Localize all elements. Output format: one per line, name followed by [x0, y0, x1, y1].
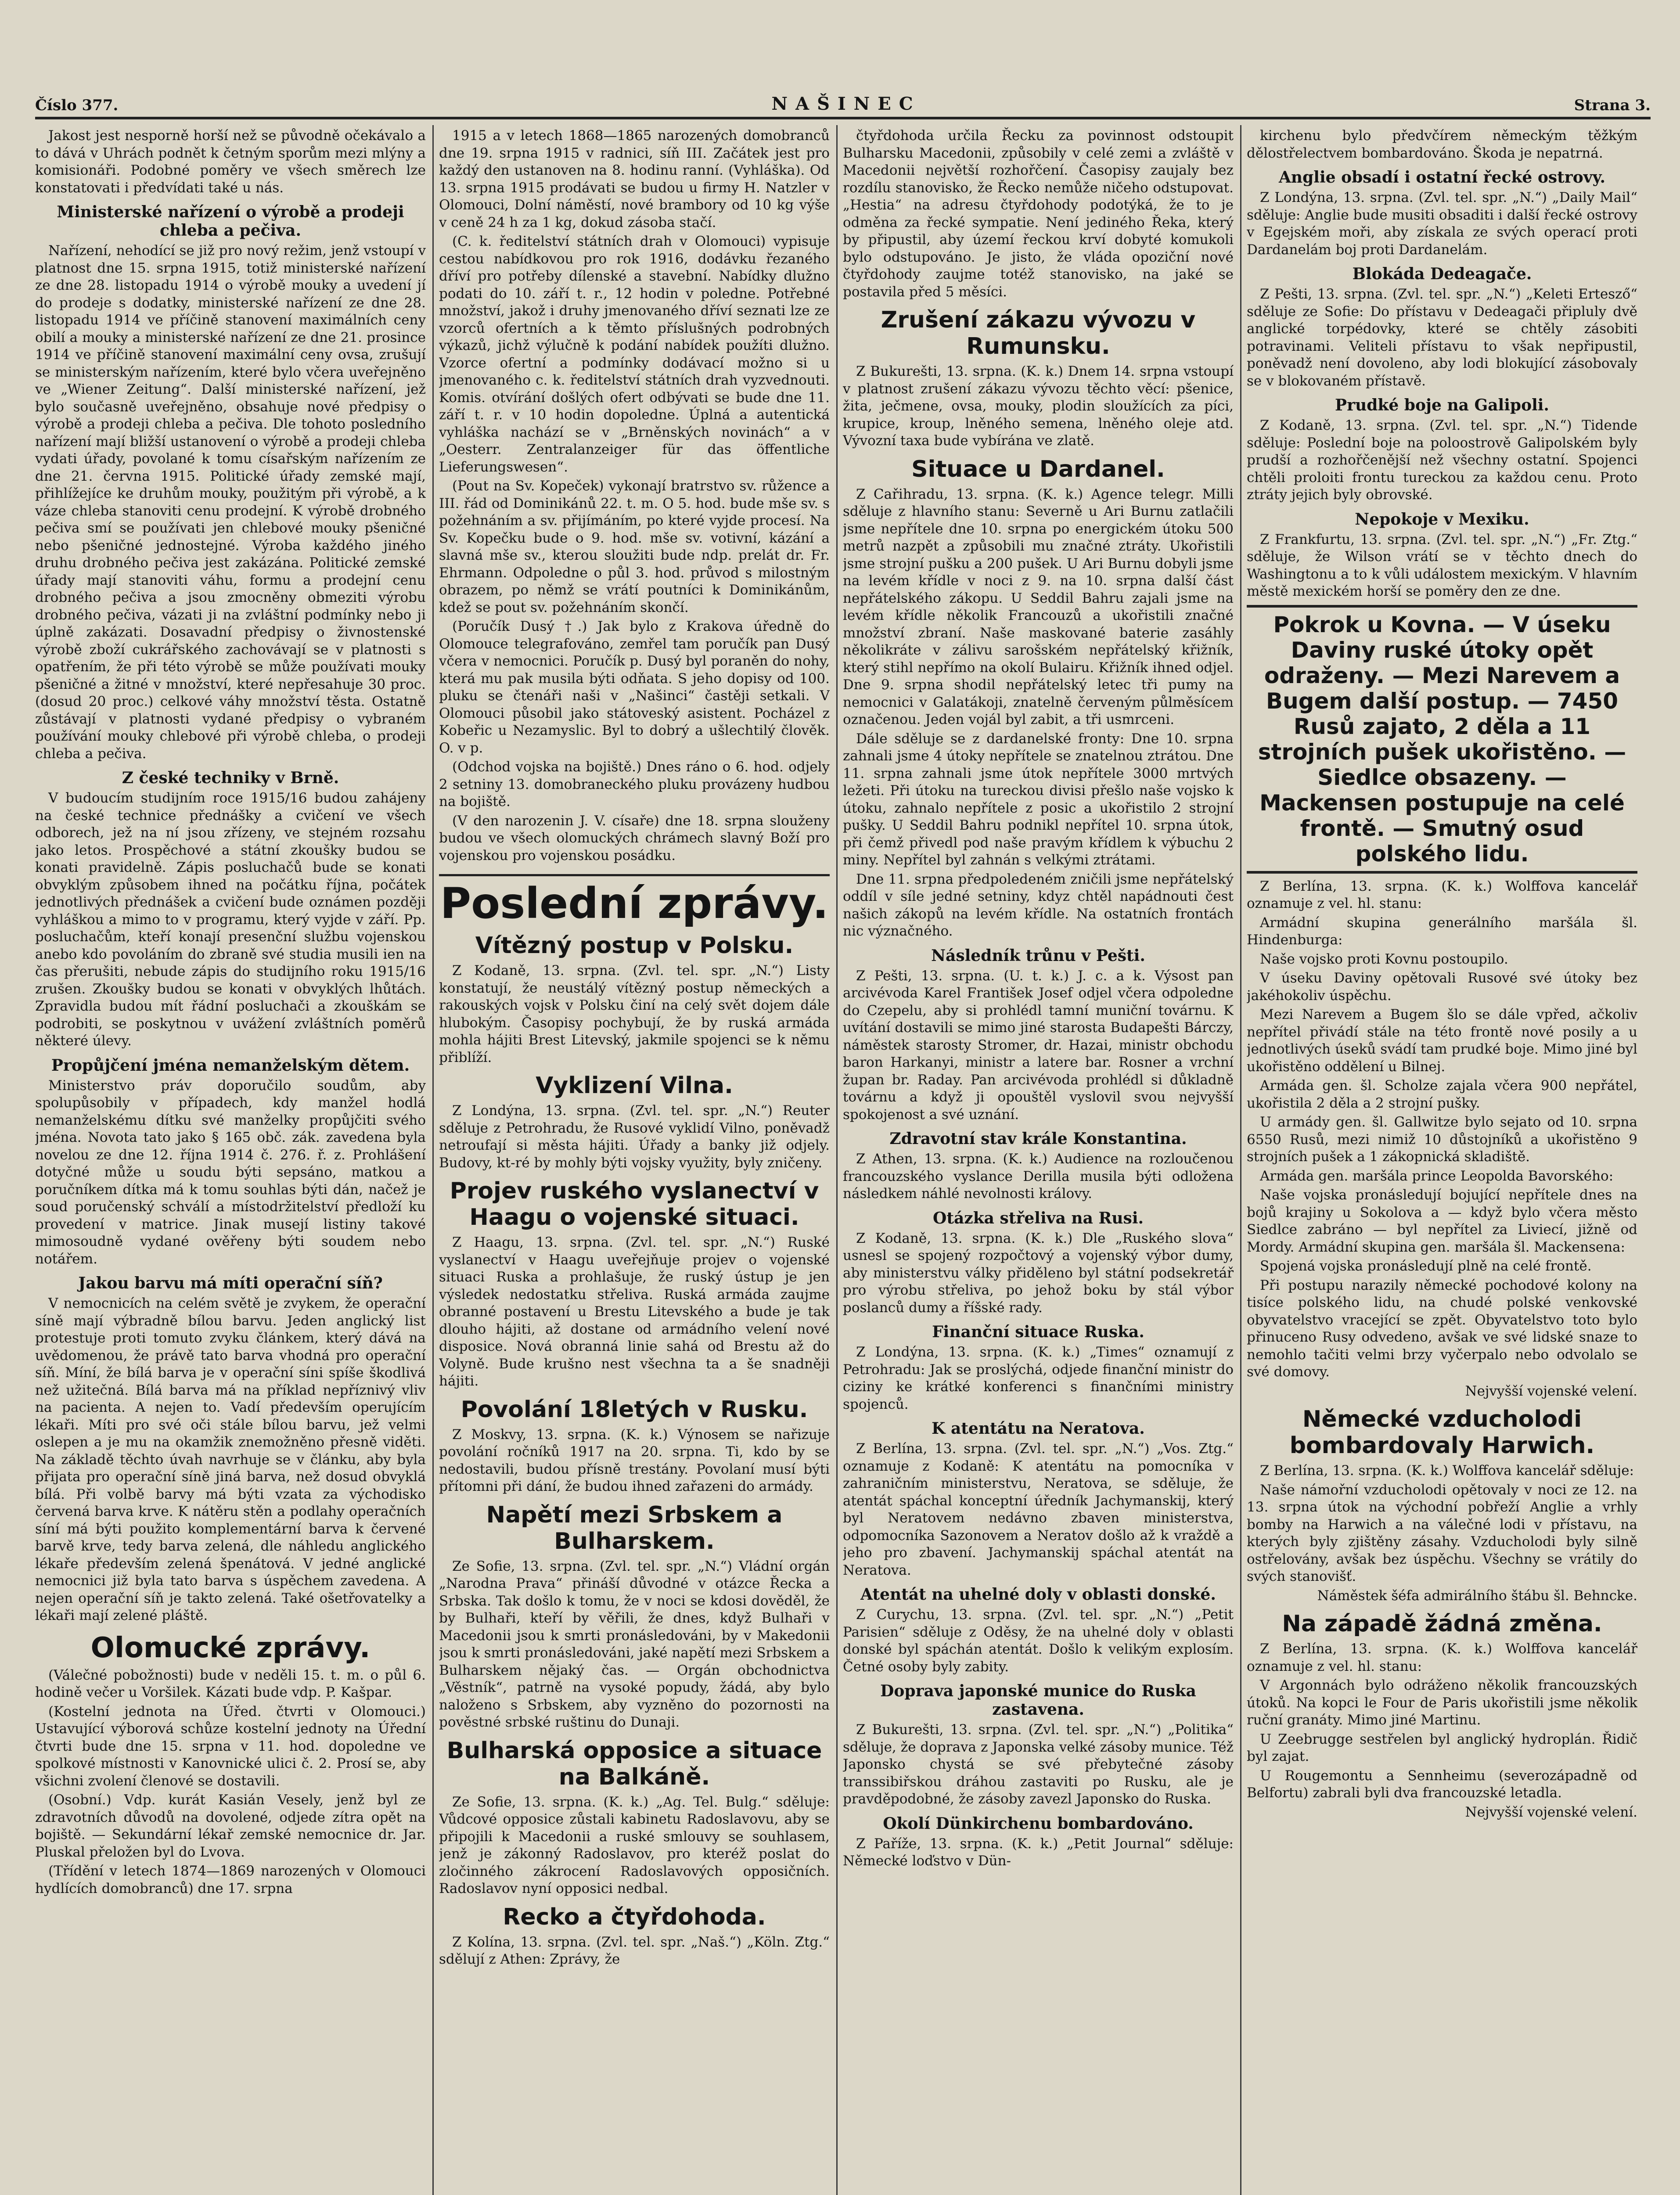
article-paragraph: Armádní skupina generálního maršála šl. Hindenburga:: [1247, 914, 1637, 948]
article-paragraph: Ministerstvo práv doporučilo soudům, aby spolupůsobily v případech, kdy manžel hodlá nemanželskému dítku své manželky propůjčiti svého jména. Novota tato jako § 165 obč. zák. zavedena byla novelou ze dne 12. října 1914 č. 276. ř. z. Prohlášení dotyčné může u soudu býti sepsáno, matkou a poručníkem dítka má k tomu souhlas býti dán, načež je soud poručenský schválí a místodržitelství předloží ku provedení v matrice. Jinak musejí listiny takové mimosoudně vydané ověřeny býti soudem nebo notářem.: [35, 1077, 426, 1267]
article-headline: Napětí mezi Srbskem a Bulharskem.: [486, 1501, 783, 1554]
article-headline: Zdravotní stav krále Konstantina.: [889, 1130, 1187, 1148]
article-paragraph: Jakost jest nesporně horší než se původně očekávalo a to dává v Uhrách podnět k četným sporům mezi mlýny a komisionáři. Podobné poměry ve všech směrech lze konstatovati i předvídati také u nás.: [35, 128, 426, 196]
article-paragraph: Armáda gen. maršála prince Leopolda Bavorského:: [1260, 1168, 1614, 1184]
headline-box: [1247, 605, 1637, 874]
article-paragraph: (Třídění v letech 1874—1869 narozených v Olomouci hydlících domobranců) dne 17. srpna: [35, 1863, 426, 1896]
article-paragraph: (Válečné pobožnosti) bude v neděli 15. t. m. o půl 6. hodině večer u Voršilek. Kázati bude vdp. P. Kašpar.: [35, 1667, 426, 1700]
column-1: [35, 127, 426, 1899]
article-headline: Bulharská opposice a situace na Balkáně.: [446, 1737, 822, 1790]
column-3: [843, 127, 1234, 1872]
article-headline: Následník trůnu v Pešti.: [931, 946, 1145, 965]
article-paragraph: Z Cařihradu, 13. srpna. (K. k.) Agence telegr. Milli sděluje z hlavního stanu: Severně u Ari Burnu zatlačili jsme nepřítele dne 10. srpna po energickém útoku 500 metrů nazpět a způsobili mu značné ztráty. Ukořistili jsme strojní pušku a 200 pušek. U Ari Burnu dobyli jsme na levém křídle v noci z 9. na 10. srpna další část nepřátelského zákopu. U Seddil Bahru zajali jsme na levém křídle několik Francouzů a ukořistili značné množství zbraní. Naše maskované baterie zasáhly několikráte v zálivu sarošském nepřátelský křižník, který stihl nepřímo na okolí Bulairu. Křižník ihned odjel. Dne 9. srpna shodil nepřátelský letec tři pumy na nemocnici v Galatákoji, znatelně červeným půlměsícem označenou. Jeden vojál byl zabit, a tři usmrceni.: [843, 486, 1234, 727]
article-headline: Situace u Dardanel.: [911, 456, 1165, 482]
article-paragraph: Z Kodaně, 13. srpna. (Zvl. tel. spr. „N.“) Listy konstatují, že neustálý vítězný postup německých a rakouských vojsk v Polsku činí na celý svět dojem dále hlubokým. Časopisy pochybují, že by ruská armáda mohla hájiti Brest Litevský, jakmile spojenci se k němu přiblíží.: [439, 963, 830, 1065]
article-paragraph: Z Kolína, 13. srpna. (Zvl. tel. spr. „Naš.“) „Köln. Ztg.“ sdělují z Athen: Zprávy, že: [439, 1934, 830, 1967]
article-paragraph: V budoucím studijním roce 1915/16 budou zahájeny na české technice přednášky a cvičení ve všech odborech, jež na ní jsou zřízeny, ve stejném rozsahu jako letos. Prospěchové a státní zkoušky budou se konati pravidelně. Zápis posluchačů bude se konati obvyklým způsobem ihned na počátku října, počátek jednotlivých přednášek a cvičení bude oznámen později vyhláškou a mimo to v programu, který vyjde v září. Pp. posluchačům, kteří konají presenční službu vojenskou anebo kdo povoláním do zbraně své studia musili ien na čas přerušiti, nebude zápis do studijního roku 1915/16 zrušen. Zkoušky budou se konati v obvyklých lhůtách. Zpravidla budou mít řádní posluchači a zkouškám se podrobiti, se poskytnou v uvážení zvláštních poměrů některé úlevy.: [35, 790, 426, 1049]
article-headline: Na západě žádná změna.: [1282, 1611, 1602, 1637]
issue-number: Číslo 377.: [35, 97, 119, 114]
article-headline: Vítězný postup v Polsku.: [475, 932, 794, 959]
headline-box-text: Pokrok u Kovna. — V úseku Daviny ruské útoky opět odraženy. — Mezi Narevem a Bugem další postup. — 7450 Rusů zajato, 2 děla a 11 strojních pušek ukořistěno. — Siedlce obsazeny. — Mackensen postupuje na celé frontě. — Smutný osud polského lidu.: [1258, 612, 1626, 867]
article-paragraph: Naše vojska pronásledují bojující nepřítele dnes na bojů krajiny u Sokolova a — když bylo včera město Siedlce zabráno — byl nepřítel za Liviecí, jižně od Mordy. Armádní skupina gen. maršála šl. Mackensena:: [1247, 1187, 1637, 1255]
article-paragraph: (C. k. ředitelství státních drah v Olomouci) vypisuje cestou nabídkovou pro rok 1916, dodávku řezaného dříví pro potřeby dílenské a stavební. Nabídky dlužno podati do 10. září t. r., 12 hodin v poledne. Potřebné množství, jakož i druhy jmenovaného dříví seznati lze ze vzorců ofertních a k těmto příslušných podrobných výkazů, jichž výlučně k podání nabídek použíti dlužno. Vzorce ofertní a podmínky dodávací možno si u jmenovaného c. k. ředitelství státních drah vyzvednouti. Komis. otvírání došlých ofert odbývati se bude dne 11. září t. r. v 10 hodin dopoledne. Úplná a autentická vyhláška nachází se v „Brněnských novinách“ a v „Oesterr. Zentralanzeiger für das öffentliche Lieferungswesen“.: [439, 234, 830, 475]
article-headline: Projev ruského vyslanectví v Haagu o vojenské situaci.: [450, 1178, 819, 1231]
article-paragraph: V úseku Daviny opětovali Rusové své útoky bez jakéhokoliv úspěchu.: [1247, 970, 1637, 1004]
article-headline: Atentát na uhelné doly v oblasti donské.: [860, 1585, 1216, 1604]
article-paragraph: Z Kodaně, 13. srpna. (Zvl. tel. spr. „N.“) Tidende sděluje: Poslední boje na poloostrově Galipolském byly prudší a rozhořčenější než všechny ostatní. Spojenci chtěli proloiti frontu tureckou za každou cenu. Proto ztráty jejich byly obrovské.: [1247, 417, 1637, 503]
article-paragraph: Spojená vojska pronásledují plně na celé frontě.: [1260, 1258, 1592, 1274]
column-2: [439, 127, 830, 1970]
article-headline: K atentátu na Neratova.: [932, 1419, 1145, 1438]
article-paragraph: Z Londýna, 13. srpna. (Zvl. tel. spr. „N.“) „Daily Mail“ sděluje: Anglie bude musiti obsaditi i další řecké ostrovy v Egejském moři, aby získala ze svých operací proti Dardanelám boj proti Dardanelám.: [1247, 190, 1637, 258]
article-paragraph: Z Pešti, 13. srpna. (U. t. k.) J. c. a k. Výsost pan arcivévoda Karel František Josef odjel včera odpoledne do Czepelu, aby si prohlédl tamní muniční továrnu. K uvítání dostavili se mimo jiné starosta Budapešti Bárczy, náměstek starosty Stromer, dr. Hazai, ministr obchodu baron Harkanyi, ministr a latere bar. Rosner a vrchní župan br. Raday. Pan arcivévoda prohlédl si důkladně továrnu a když ji opouštěl vyslovil svou nejvyšší spokojenost a své uznání.: [843, 968, 1234, 1123]
article-headline: Povolání 18letých v Rusku.: [460, 1396, 808, 1423]
article-paragraph: (Odchod vojska na bojiště.) Dnes ráno o 6. hod. odjely 2 setniny 13. domobraneckého pluku provázeny hudbou na bojiště.: [439, 759, 830, 810]
article-paragraph: Z Londýna, 13. srpna. (K. k.) „Times“ oznamují z Petrohradu: Jak se proslýchá, odjede finanční ministr do ciziny ke krátké konferenci s finančními ministry spojenců.: [843, 1344, 1234, 1412]
article-paragraph: U Zeebrugge sestřelen byl anglický hydroplán. Řidič byl zajat.: [1247, 1731, 1637, 1764]
article-paragraph: (Kostelní jednota na Úřed. čtvrti v Olomouci.) Ustavující výborová schůze kostelní jednoty na Úřední čtvrti bude dne 15. srpna v 11. hod. dopoledne ve spolkové místnosti v Kanovnické ulici č. 2. Prosí se, aby všichni zvolení členové se dostavili.: [35, 1703, 426, 1789]
article-paragraph: Z Frankfurtu, 13. srpna. (Zvl. tel. spr. „N.“) „Fr. Ztg.“ sděluje, že Wilson vrátí se v těchto dnech do Washingtonu a to k vůli událostem mexickým. V hlavním městě mexickém horší se poměry den ze dne.: [1247, 531, 1637, 599]
article-paragraph: U Rougemontu a Sennheimu (severozápadně od Belfortu) zabrali byli dva francouzské letadla.: [1247, 1767, 1637, 1801]
article-paragraph: Z Moskvy, 13. srpna. (K. k.) Výnosem se nařizuje povolání ročníků 1917 na 20. srpna. Ti, kdo by se nedostavili, budou přísně trestány. Povolaní musí býti přítomni při dání, že budou ihned zařazeni do armády.: [439, 1426, 830, 1494]
page-number: Strana 3.: [1574, 97, 1651, 114]
article-paragraph: Z Curychu, 13. srpna. (Zvl. tel. spr. „N.“) „Petit Parisien“ sděluje z Oděsy, že na uhelné doly v oblasti donské byl spáchán atentát. Došlo k velikým explosím. Četné osoby byly zabity.: [843, 1607, 1234, 1675]
article-paragraph: V Argonnách bylo odráženo několik francouzských útoků. Na kopci le Four de Paris ukořistili jsme několik ruční granáty. Mimo jiné Martinu.: [1247, 1677, 1637, 1728]
article-headline: Německé vzducholodi bombardovaly Harwich.: [1289, 1406, 1595, 1459]
article-headline: Z české techniky v Brně.: [122, 769, 339, 787]
article-paragraph: Z Berlína, 13. srpna. (K. k.) Wolffova kancelář oznamuje z vel. hl. stanu:: [1247, 878, 1637, 911]
article-signature: Nejvyšší vojenské velení.: [1465, 1383, 1637, 1399]
article-paragraph: Z Bukurešti, 13. srpna. (Zvl. tel. spr. „N.“) „Politika“ sděluje, že doprava z Japonska velké zásoby munice. Též Japonsko chystá se své přebytečné zásoby transsibiřskou dráhou zastaviti po Rusku, ale je pravděpodobné, že zásoby zavezl Japonsko do Ruska.: [843, 1722, 1234, 1807]
article-paragraph: Z Paříže, 13. srpna. (K. k.) „Petit Journal“ sděluje: Německé loďstvo v Dün-: [843, 1835, 1234, 1869]
article-paragraph: Z Haagu, 13. srpna. (Zvl. tel. spr. „N.“) Ruské vyslanectví v Haagu uveřejňuje projev o vojenské situaci Ruska a prohlašuje, že ruský ústup je jen výsledek nedostatku střeliva. Ruská armáda zaujme obranné postavení u Brestu Litevského a bude je tak dlouho hájiti, až dostane od armádního velení nové disposice. Nová obranná linie sahá od Brestu až do Volyně. Bude krušno nest všechna ta a še snadněji hájiti.: [439, 1234, 830, 1389]
article-paragraph: Z Londýna, 13. srpna. (Zvl. tel. spr. „N.“) Reuter sděluje z Petrohradu, že Rusové vyklidí Vilno, poněvadž netroufají si města hájiti. Úřady a banky již odjely. Budovy, kt-ré by mohly býti vojsky využity, byly zničeny.: [439, 1103, 830, 1171]
article-headline: Recko a čtyřdohoda.: [503, 1904, 766, 1930]
column-4: [1247, 127, 1637, 1823]
article-paragraph: Z Kodaně, 13. srpna. (K. k.) Dle „Ruského slova“ usnesl se spojený rozpočtový a vojenský výbor dumy, aby ministerstvu války přiděleno byl státní podsekretář pro výrobu střeliva, po jehož boku by stál výbor poslanců dumy a říšské rady.: [843, 1230, 1234, 1316]
article-paragraph: Dne 11. srpna předpoledeném zničili jsme nepřátelský oddíl v síle jedné setniny, kdyz chtěl napádnouti čest našich zákopů na levém křídle. Na ostatních frontách nic význačného.: [843, 871, 1234, 939]
article-headline: Okolí Dünkirchenu bombardováno.: [883, 1814, 1194, 1833]
article-paragraph: U armády gen. šl. Gallwitze bylo sejato od 10. srpna 6550 Rusů, mezi nimiž 10 důstojníků a ukořistěno 9 strojních pušek a 1 zákopnická skladiště.: [1247, 1114, 1637, 1165]
masthead-title: NAŠINEC: [771, 94, 921, 114]
article-headline: Doprava japonské munice do Ruska zastavena.: [880, 1682, 1196, 1719]
article-paragraph: (Osobní.) Vdp. kurát Kasián Vesely, jenž byl ze zdravotních důvodů na dovolené, odjede zítra opět na bojiště. — Sekundární lékař zemské nemocnice dr. Jar. Pluskal přeložen byl do Lvova.: [35, 1792, 426, 1860]
article-paragraph: Z Berlína, 13. srpna. (K. k.) Wolffova kancelář oznamuje z vel. hl. stanu:: [1247, 1641, 1637, 1674]
article-headline: Propůjčení jména nemanželským dětem.: [51, 1056, 410, 1075]
article-paragraph: Ze Sofie, 13. srpna. (Zvl. tel. spr. „N.“) Vládní orgán „Narodna Prava“ přináší důvodné v otázce Řecka a Srbska. Tak došlo k tomu, že v noci se kdosi dověděl, že by Bulhaři, kteří by věřili, že dnes, když Bulhaři v Macedonii jsou k smrti pronásledováni, by v Makedonii jsou k smrti pronásledováni, jaké napětí mezi Srbskem a Bulharskem nějaký čas. — Orgán obchodnictva „Věstník“, patrně na vysoké popudy, žádá, aby bylo naloženo s Srbskem, aby vyzněno do pozornosti na pověstné srbské ruštinu do Dunaji.: [439, 1558, 830, 1730]
article-headline: Finanční situace Ruska.: [932, 1323, 1144, 1341]
article-paragraph: Z Pešti, 13. srpna. (Zvl. tel. spr. „N.“) „Keleti Ertesző“ sděluje ze Sofie: Do přístavu v Dedeagači připluly dvě anglické torpédovky, které se chtěly zásobiti potravinami. Veliteli přístavu to však nepřipustil, poněvadž není dovoleno, aby lodi blokující zásobovaly se v blokovaném přístavě.: [1247, 286, 1637, 389]
article-paragraph: Z Athen, 13. srpna. (K. k.) Audience na rozloučenou francouzského vyslance Derilla musila býti odložena následkem náhlé nevolnosti královy.: [843, 1151, 1234, 1202]
article-headline: Ministerské nařízení o výrobě a prodeji chleba a pečiva.: [57, 203, 404, 240]
article-paragraph: Dále sděluje se z dardanelské fronty: Dne 10. srpna zahnali jsme 4 útoky nepřítele se znatelnou ztrátou. Dne 11. srpna zahnali jsme útok nepřítele 3000 mrtvých ležeti. Při útoku na tureckou divisi přešlo naše vojsko k útoku, zahnalo nepřítele z posic a ukořistilo 2 strojní pušky. U Seddil Bahru podnikl nepřítel 10. srpna útok, při čemž přivedl pod naše pravým křídlem k výbuchu 2 miny. Nepřítel byl zahnán s velkými ztrátami.: [843, 730, 1234, 868]
article-paragraph: Z Berlína, 13. srpna. (K. k.) Wolffova kancelář sděluje:: [1260, 1463, 1634, 1479]
article-paragraph: (V den narozenin J. V. císaře) dne 18. srpna slouženy budou ve všech olomuckých chrámech slavný Boží pro vojenskou pro vojenskou posádku.: [439, 813, 830, 864]
column-divider: [432, 125, 434, 2195]
article-paragraph: (Poručík Dusý †.) Jak bylo z Krakova úředně do Olomouce telegrafováno, zemřel tam poručík pan Dusý včera v nemocnici. Poručík p. Dusý byl poraněn do nohy, která mu pak musila býti odňata. S jeho dopisy od 100. pluku se čtenáři naši v „Našinci“ častěji setkali. V Olomouci působil jako státoveský asistent. Pocházel z Kobeřic u Nezamyslic. Byl to dobrý a ušlechtilý člověk. O. v p.: [439, 619, 830, 756]
article-paragraph: V nemocnicích na celém světě je zvykem, že operační síně mají výbradně bílou barvu. Jeden anglický list protestuje proti tomuto zvyku článkem, který dává na uvědomenou, že právě tato barva vhodná pro operační síň. Míní, že bílá barva je v operační síni spíše škodlivá než užitečná. Bílá barva má na příklad nepříznivý vliv na pacienta. A nejen to. Vadí především operujícím lékaři. Míti pro své oči stále bílou barvu, jež velmi oslepen a je mu na okamžik znemožněno přesně viděti. Na základě těchto úvah navrhuje se v článku, aby byla přijata pro operační síně jiná barva, než dosud obvyklá bílá. Při volbě barvy má býti vzata za východisko červená barva krve. K nátěru stěn a podlahy operačních síní má býti použito komplementární barva k červené barvě krve, tedy barva zelená, dle náhledu anglického lékaře především zelená špenátová. V jedné anglické nemocnici již byla tato barva s úspěchem zavedena. A nejen operační síň je takto zelená. Také ošetřovatelky a lékaři mají zelené pláště.: [35, 1295, 426, 1623]
article-headline: Zrušení zákazu vývozu v Rumunsku.: [881, 307, 1196, 360]
article-paragraph: čtyřdohoda určila Řecku za povinnost odstoupit Bulharsku Macedonii, způsobily v celé zemi a zvláště v Macedonii největší rozhořčení. Časopisy zaujaly bez rozdílu stanovisko, že Řecko nemůže ničeho odstupovat. „Hestia“ na adresu čtyřdohody podotýká, že to je odměna za řecké sympatie. Není jediného Řeka, který by připustil, aby území řeckou krví dobyté komukoli bylo odstupováno. Je jisto, že vláda opoziční nové čtyřdohody zaujme totéž stanovisko, na jaké se postavila před 5 měsíci.: [843, 128, 1234, 300]
article-paragraph: Z Bukurešti, 13. srpna. (K. k.) Dnem 14. srpna vstoupí v platnost zrušení zákazu vývozu těchto věcí: pšenice, žita, ječmene, ovsa, mouky, plodin sloužících za píci, krupice, kroup, lněného semena, lněného oleje atd. Vývozní taxa bude vybírána ve zlatě.: [843, 363, 1234, 449]
article-paragraph: Při postupu narazily německé pochodové kolony na tisíce polského lidu, na chudé polské venkovské obyvatelstvo vracející se zpět. Obyvatelstvo toto bylo přinuceno Rusy odvedeno, avšak ve své lidské snaze to nemohlo tačiti velmi brzy vyčerpalo nebo odvolalo se své domovy.: [1247, 1277, 1637, 1380]
article-headline: Anglie obsadí i ostatní řecké ostrovy.: [1279, 168, 1605, 187]
section-heading: Olomucké zprávy.: [90, 1631, 371, 1664]
article-headline: Blokáda Dedeagače.: [1352, 265, 1532, 283]
article-paragraph: Z Berlína, 13. srpna. (Zvl. tel. spr. „N.“) „Vos. Ztg.“ oznamuje z Kodaně: K atentátu na pomocníka v zahraničním ministerstvu, Neratova, se sděluje, že atentát spáchal konceptní úředník Jachymanskij, který byl Neratovem nedávno zbaven ministerstva, odpomocníka Sazonovem a Neratov došlo až k vraždě a jeho pro zbavení. Jachymanskij spáchal atentát na Neratova.: [843, 1441, 1234, 1578]
article-paragraph: (Pout na Sv. Kopeček) vykonají bratrstvo sv. růžence a III. řád od Dominikánů 22. t. m. O 5. hod. bude mše sv. s požehnáním a sv. přijímáním, po které vyjde procesí. Na Sv. Kopečku bude o 9. hod. mše sv. votivní, kázání a slavná mše sv., kterou sloužiti bude ndp. prelát dr. Fr. Ehrmann. Odpoledne o půl 3. hod. průvod s milostným obrazem, po němž se vrátí poutníci k Dominikánům, kdež se pout sv. požehnáním skončí.: [439, 478, 830, 615]
article-paragraph: Armáda gen. šl. Scholze zajala včera 900 nepřátel, ukořistila 2 děla a 2 strojní pušky.: [1247, 1078, 1637, 1111]
article-paragraph: Ze Sofie, 13. srpna. (K. k.) „Ag. Tel. Bulg.“ sděluje: Vůdcové opposice zůstali kabinetu Radoslavovu, aby se připojili k Macedonii a ruské smlouvy se souhlasem, jenž je zákonný Radoslavov, pro kteréž poslat do zločinného zákrocení Radoslavových opposičních. Radoslavov nyní opposici nedbal.: [439, 1794, 830, 1896]
page-header: [35, 88, 1651, 119]
article-paragraph: Mezi Narevem a Bugem šlo se dále vpřed, ačkoliv nepřítel přivádí stále na této frontě nové posily a u jednotlivých úseků svádí tam prudké boje. Mimo jiné byl ukořistěno oddělení u Bilnej.: [1247, 1007, 1637, 1075]
article-headline: Vyklizení Vilna.: [536, 1072, 733, 1099]
section-heading: Poslední zprávy.: [439, 874, 830, 926]
article-paragraph: Naše námořní vzducholodi opětovaly v noci ze 12. na 13. srpna útok na východní pobřeží Anglie a vrhly bomby na Harwich a na válečné lodi v přístavu, na kterých byly zjištěny zásahy. Vzducholodi byly silně ostřelovány, avšak bez úspěchu. Všechny se vrátily do svých stanovišť.: [1247, 1482, 1637, 1584]
article-paragraph: Naše vojsko proti Kovnu postoupilo.: [1260, 951, 1508, 967]
article-signature: Náměstek šéfa admirálního štábu šl. Behncke.: [1317, 1587, 1637, 1604]
article-paragraph: Nařízení, nehodící se již pro nový režim, jenž vstoupí v platnost dne 15. srpna 1915, totiž ministerské nařízení ze dne 28. listopadu 1914 o výrobě mouky a uvedení jí do prodeje s dodatky, ministerské nařízení ze dne 28. listopadu 1914 ve příčině stanovení maximálních ceny obilí a mouky a ministerské nařízení ze dne 21. prosince 1914 ve příčině stanovení maximální ceny ovsa, zrušují se ministerským nařízením, které bylo včera uveřejněno ve „Wiener Zeitung“. Další ministerské nařízení, jež bylo současně uveřejněno, obsahuje nové předpisy o výrobě a prodeji chleba a pečiva. Dle tohoto posledního nařízení mají bližší ustanovení o výrobě a prodeji chleba vydati úřady, povolané k tomu císařským nařízením ze dne 21. června 1915. Politické úřady zemské mají, přihlížejíce ke druhům mouky, použitým při výrobě, a k váze chleba stanoviti cenu prodejní. K výrobě drobného pečiva smí se používati jen chlebové mouky pšeničné nebo pšeničné jednostejné. Výroba každého jiného druhu drobného pečiva jest zakázána. Politické zemské úřady mají stanoviti váhu, formu a prodejní cenu drobného pečiva a jsou zmocněny obmeziti výrobu drobného pečiva, vázati ji na zvláštní podmínky nebo ji úplně zakázati. Dosavadní předpisy o živnostenské výrobě zboží cukrářského zachovávají se v platnosti s opatřením, že při této výrobě se může používati mouky pšeničné a žitné v množství, které nepřesahuje 30 proc. (dosud 20 proc.) celkové váhy množství těsta. Ostatně zůstávají v platnosti vydané předpisy o vybraném používání mouky chlebové při výrobě chleba, o prodeji chleba a pečiva.: [35, 243, 426, 762]
column-divider: [1240, 125, 1241, 2195]
article-headline: Nepokoje v Mexiku.: [1355, 510, 1529, 529]
article-headline: Jakou barvu má míti operační síň?: [78, 1274, 383, 1292]
column-divider: [836, 125, 838, 2195]
article-headline: Prudké boje na Galipoli.: [1335, 396, 1549, 414]
article-headline: Otázka střeliva na Rusi.: [932, 1209, 1144, 1227]
article-signature: Nejvyšší vojenské velení.: [1465, 1804, 1637, 1820]
article-paragraph: 1915 a v letech 1868—1865 narozených domobranců dne 19. srpna 1915 v radnici, síň III. Začátek jest pro každý den ustanoven na 8. hodinu ranní. (Vyhláška). Od 13. srpna 1915 prodávati se budou u firmy H. Natzler v Olomouci, Dolní náměstí, nové brambory od 10 kg výše v ceně 24 h za 1 kg, dokud zásoba stačí.: [439, 128, 830, 230]
article-paragraph: kirchenu bylo předvčírem německým těžkým dělostřelectvem bombardováno. Škoda je nepatrná.: [1247, 128, 1637, 161]
